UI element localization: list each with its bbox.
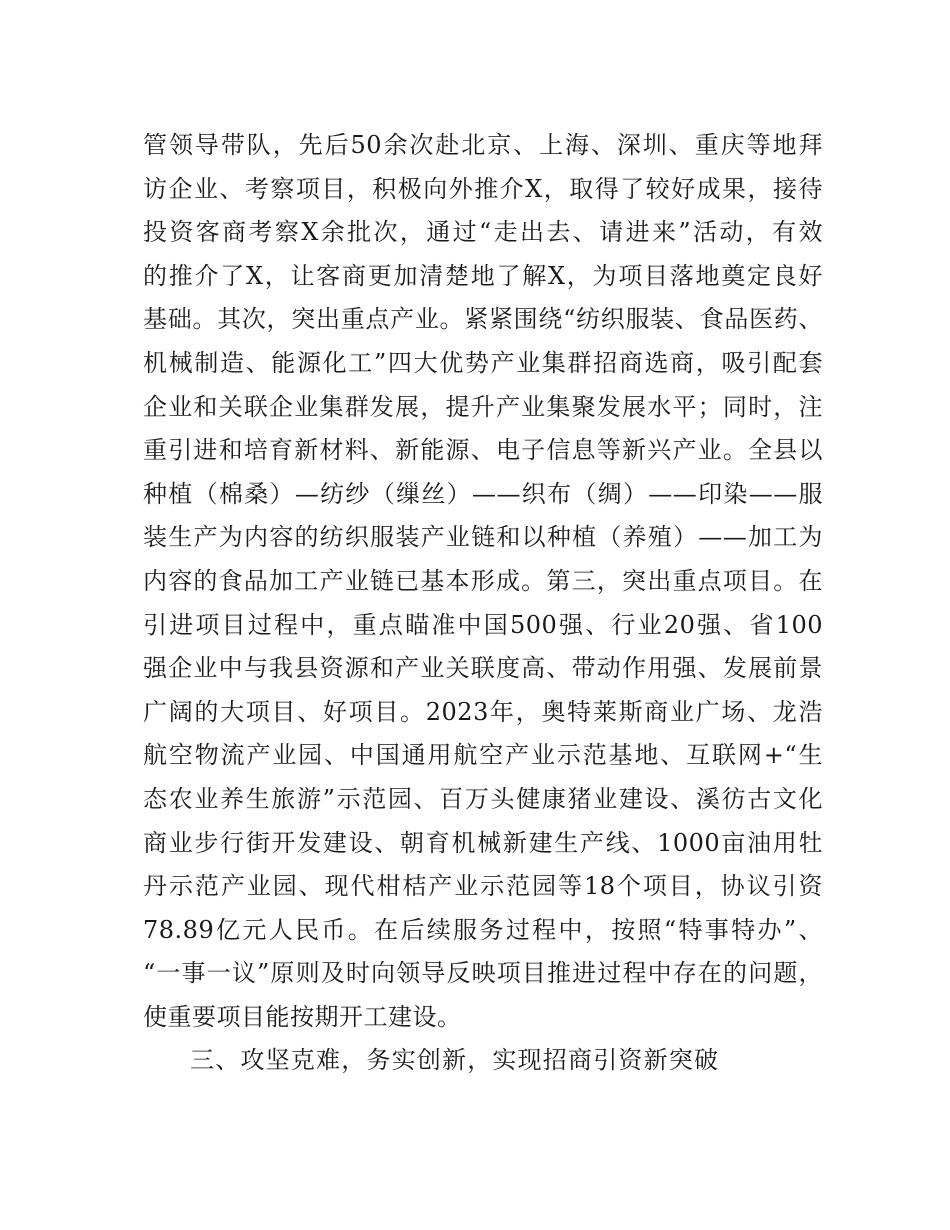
paragraph-line: 强企业中与我县资源和产业关联度高、带动作用强、发展前景 [143, 654, 823, 683]
paragraph-line: 内容的食品加工产业链已基本形成。第三，突出重点项目。在 [143, 566, 823, 595]
paragraph-line: 的推介了X，让客商更加清楚地了解X，为项目落地奠定良好 [143, 261, 823, 290]
paragraph-line: “一事一议”原则及时向领导反映项目推进过程中存在的问题， [143, 959, 823, 988]
paragraph-line: 管领导带队，先后50余次赴北京、上海、深圳、重庆等地拜 [143, 131, 823, 159]
paragraph-line: 使重要项目能按期开工建设。 [143, 1002, 462, 1031]
section-heading: 三、攻坚克难，务实创新，实现招商引资新突破 [190, 1046, 720, 1074]
paragraph-line: 基础。其次，突出重点产业。紧紧围绕“纺织服装、食品医药、 [143, 305, 823, 334]
paragraph-line: 企业和关联企业集群发展，提升产业集聚发展水平；同时，注 [143, 392, 823, 421]
paragraph-line: 广阔的大项目、好项目。2023年，奥特莱斯商业广场、龙浩 [143, 697, 823, 726]
paragraph-line: 重引进和培育新材料、新能源、电子信息等新兴产业。全县以 [143, 436, 823, 465]
paragraph-line: 商业步行街开发建设、朝育机械新建生产线、1000亩油用牡 [143, 828, 823, 857]
paragraph-line: 78.89亿元人民币。在后续服务过程中，按照“特事特办”、 [143, 915, 823, 944]
paragraph-line: 航空物流产业园、中国通用航空产业示范基地、互联网+“生 [143, 741, 823, 770]
paragraph-line: 机械制造、能源化工”四大优势产业集群招商选商，吸引配套 [143, 348, 823, 377]
paragraph-line: 装生产为内容的纺织服装产业链和以种植（养殖）——加工为 [143, 523, 823, 552]
paragraph-line: 投资客商考察X余批次，通过“走出去、请进来”活动，有效 [143, 218, 823, 247]
paragraph-line: 丹示范产业园、现代柑桔产业示范园等18个项目，协议引资 [143, 872, 823, 901]
paragraph-line: 引进项目过程中，重点瞄准中国500强、行业20强、省100 [143, 610, 823, 639]
paragraph-line: 态农业养生旅游”示范园、百万头健康猪业建设、溪彷古文化 [143, 784, 823, 813]
body-paragraph [143, 124, 823, 1039]
paragraph-line: 访企业、考察项目，积极向外推介X，取得了较好成果，接待 [143, 174, 823, 203]
paragraph-line: 种植（棉桑）—纺纱（缫丝）——织布（绸）——印染——服 [143, 479, 823, 508]
